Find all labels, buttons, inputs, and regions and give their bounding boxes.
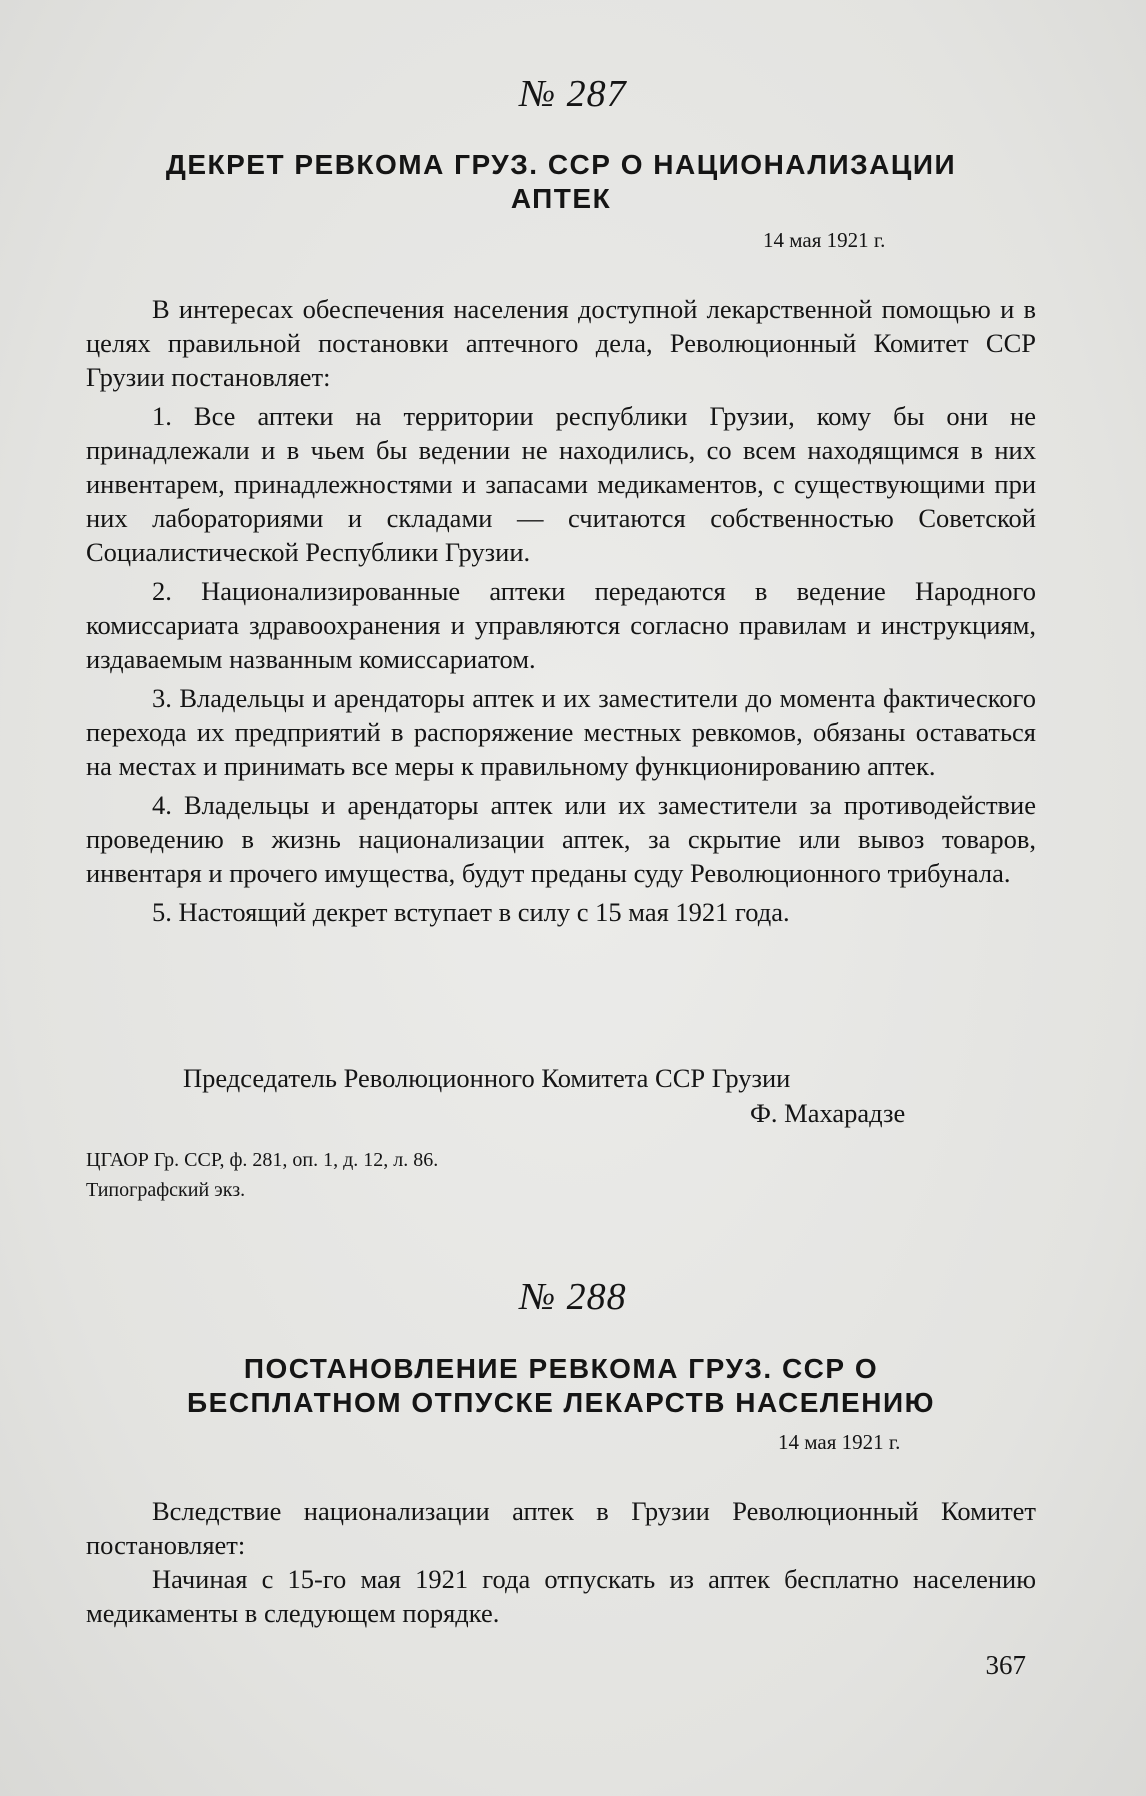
archive-copy-type: Типографский экз. — [86, 1179, 246, 1201]
body-paragraph: Начиная с 15-го мая 1921 года отпускать из аптек бесплатно населению медикаменты в следующем порядке. — [86, 1564, 1036, 1628]
doc-date-287: 14 мая 1921 г. — [763, 228, 886, 252]
archive-source — [86, 1145, 438, 1205]
doc-title-line-2: БЕСПЛАТНОМ ОТПУСКЕ ЛЕКАРСТВ НАСЕЛЕНИЮ — [187, 1387, 935, 1418]
signature-name: Ф. Махарадзе — [750, 1098, 906, 1128]
doc-title-288 — [86, 1352, 1036, 1420]
preamble-paragraph: Вследствие национализации аптек в Грузии Революционный Комитет постановляет: — [86, 1496, 1036, 1560]
doc-number-288: № 288 — [519, 1276, 627, 1318]
decree-item-5: 5. Настоящий декрет вступает в силу с 15 мая 1921 года. — [152, 897, 790, 927]
doc-title-line-2: АПТЕК — [510, 183, 612, 214]
page-number: 367 — [985, 1650, 1026, 1680]
decree-item-1: 1. Все аптеки на территории республики Грузии, кому бы они не принадлежали и в чьем бы ведении не находились, со всем находящимся в них инвентарем, принадлежностями и запасами медикаментов, с существующими при них лабораториями и складами — считаются собственностью Советской Социалистической Республики Грузии. — [86, 401, 1036, 567]
doc-title-line-1: ДЕКРЕТ РЕВКОМА ГРУЗ. ССР О НАЦИОНАЛИЗАЦИИ — [165, 149, 957, 180]
doc-title-line-1: ПОСТАНОВЛЕНИЕ РЕВКОМА ГРУЗ. ССР О — [243, 1353, 879, 1384]
decree-item-3: 3. Владельцы и арендаторы аптек и их заместители до момента фактического перехода их предприятий в распоряжение местных ревкомов, обязаны оставаться на местах и принимать все меры к правильному функционированию аптек. — [86, 683, 1036, 781]
preamble-paragraph: В интересах обеспечения населения доступной лекарственной помощью и в целях правильной постановки аптечного дела, Революционный Комитет ССР Грузии постановляет: — [86, 294, 1036, 392]
decree-item-4: 4. Владельцы и арендаторы аптек или их заместители за противодействие проведению в жизнь национализации аптек, за скрытие или вывоз товаров, инвентаря и прочего имущества, будут преданы суду Революционного трибунала. — [86, 790, 1036, 888]
doc-body-288 — [86, 1494, 1036, 1630]
decree-item-2: 2. Национализированные аптеки передаются в ведение Народного комиссариата здравоохранения и управляются согласно правилам и инструкциям, издаваемым названным комиссариатом. — [86, 576, 1036, 674]
archive-reference: ЦГАОР Гр. ССР, ф. 281, оп. 1, д. 12, л. 86. — [86, 1149, 439, 1171]
signature-title: Председатель Революционного Комитета ССР Грузии — [183, 1063, 791, 1093]
doc-title-287 — [86, 148, 1036, 216]
doc-number-287: № 287 — [519, 73, 627, 115]
doc-body-287 — [86, 292, 1036, 934]
doc-date-288: 14 мая 1921 г. — [778, 1430, 901, 1454]
